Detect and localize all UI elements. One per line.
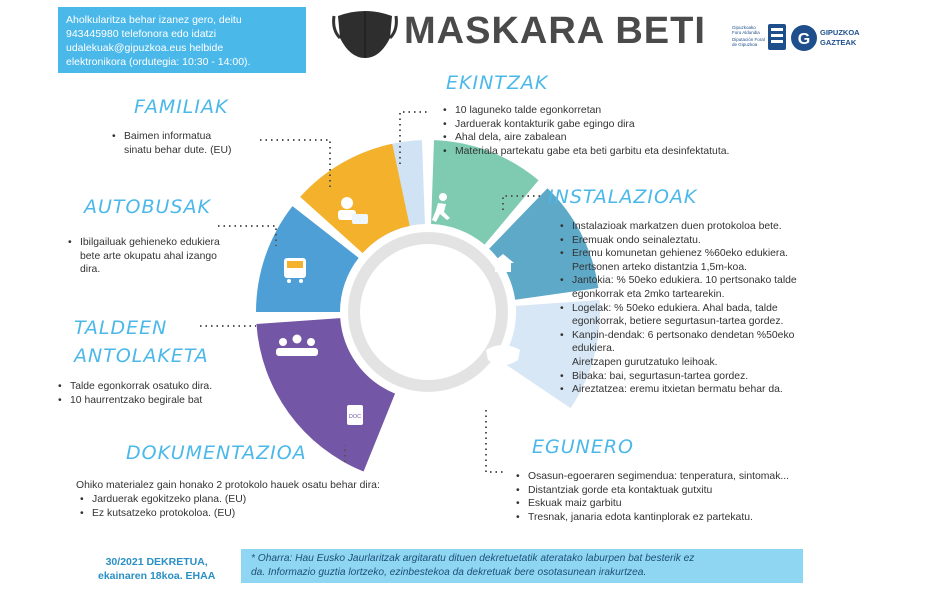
list-item: • Aireztatzea: eremu itxietan bermatu behar da. (558, 383, 797, 397)
list-item: • Tresnak, janaria edota kantinplorak ez partekatu. (514, 511, 789, 525)
contact-line: elektronikora (ordutegia: 10:30 - 14:00). (66, 56, 251, 68)
list-item: bete arte okupatu ahal izango (80, 250, 217, 262)
list-item: • Distantziak gorde eta kontaktuak gutxitu (514, 484, 789, 498)
contact-line: 943445980 telefonora edo idatzi (66, 28, 217, 40)
list-item: • Logelak: % 50eko edukiera. Ahal bada, talde (558, 302, 797, 316)
list-item[interactable]: sinatu behar dute. (EU) (124, 144, 232, 156)
svg-text:GAZTEAK: GAZTEAK (820, 38, 857, 47)
instalazioak-list (558, 220, 797, 397)
list-item: • 10 laguneko talde egonkorretan (441, 104, 729, 118)
list-item: • Talde egonkorrak osatuko dira. (56, 380, 212, 394)
page-title: MASKARA BETI (404, 10, 706, 52)
list-item: • Jarduerak kontakturik gabe egingo dira (441, 118, 729, 132)
list-item: • Ahal dela, aire zabalean (441, 131, 729, 145)
egunero-list (514, 470, 789, 524)
familiak-list (110, 130, 231, 157)
list-item: • Bibaka: bai, segurtasun-tartea gordez. (558, 370, 797, 384)
section-title-ekintzak: EKINTZAK (446, 72, 549, 94)
list-item: dira. (80, 264, 101, 276)
note-box (241, 549, 803, 583)
decree-line: 30/2021 DEKRETUA, (105, 556, 208, 568)
contact-line: Aholkularitza behar izanez gero, deitu (66, 14, 242, 26)
svg-text:Gipuzkoako: Gipuzkoako (732, 25, 756, 30)
list-item: • Kanpin-dendak: 6 pertsonako dendetan %50eko (558, 329, 797, 343)
wheel-center-ring (354, 238, 502, 386)
svg-text:de Gipuzkoa: de Gipuzkoa (732, 42, 758, 47)
note-line: da. Informazio guztia lortzeko, ezinbestekoa da dekretuak bere osotasunean irakurtzea. (251, 567, 647, 578)
list-item: Airetzapen gurutzatuko leihoak. (572, 356, 718, 368)
section-title-familiak: FAMILIAK (134, 96, 229, 118)
title-line: TALDEEN (74, 317, 168, 339)
list-item[interactable]: • Jarduerak egokitzeko plana. (EU) (78, 493, 246, 507)
list-item: egonkorrak eta 2mko tartearekin. (572, 288, 725, 300)
svg-text:G: G (797, 31, 811, 48)
section-title-egunero: EGUNERO (532, 436, 635, 458)
list-item: • Eremu komunetan gehienez %60eko edukiera. (558, 247, 797, 261)
list-item: • Osasun-egoeraren segimendua: tenperatura, sintomak... (514, 470, 789, 484)
taldeen-list (56, 380, 212, 407)
contact-line: udalekuak@gipuzkoa.eus helbide (66, 42, 224, 54)
list-item[interactable]: • Baimen informatua (110, 130, 231, 144)
section-title-dokumentazioa: DOKUMENTAZIOA (126, 442, 307, 464)
list-item: • Ibilgailuak gehieneko edukiera (66, 236, 220, 250)
svg-text:DOC: DOC (348, 414, 362, 420)
decree-reference (98, 555, 215, 583)
section-title-instalazioak: INSTALAZIOAK (548, 186, 698, 208)
decree-line: ekainaren 18koa. EHAA (98, 570, 216, 582)
dokumentazioa-intro: Ohiko materialez gain honako 2 protokolo hauek osatu behar dira: (76, 480, 380, 491)
list-item: Pertsonen arteko distantzia 1,5m-koa. (572, 261, 748, 273)
list-item[interactable]: • Ez kutsatzeko protokoloa. (EU) (78, 507, 246, 521)
dokumentazioa-list (78, 493, 246, 520)
list-item: • Instalazioak markatzen duen protokoloa bete. (558, 220, 797, 234)
section-title-autobusak: AUTOBUSAK (84, 196, 211, 218)
list-item: • 10 haurrentzako begirale bat (56, 394, 212, 408)
list-item: • Eskuak maiz garbitu (514, 497, 789, 511)
list-item: • Eremuak ondo seinaleztatu. (558, 234, 797, 248)
list-item: • Jantokia: % 50eko edukiera. 10 pertsonako talde (558, 274, 797, 288)
svg-text:Diputación Foral: Diputación Foral (732, 37, 765, 42)
list-item: egonkorrak, betiere segurtasun-tartea gordez. (572, 316, 784, 328)
document-icon (347, 405, 363, 425)
list-item: • Materiala partekatu gabe eta beti garbitu eta desinfektatuta. (441, 145, 729, 159)
ekintzak-list (441, 104, 729, 158)
autobusak-list (66, 236, 220, 277)
svg-text:Foru Aldundia: Foru Aldundia (732, 30, 760, 35)
svg-text:GIPUZKOA: GIPUZKOA (820, 28, 860, 37)
section-title-taldeen (74, 314, 209, 370)
title-line: ANTOLAKETA (74, 345, 209, 367)
list-item: edukiera. (572, 343, 615, 355)
note-line: * Oharra: Hau Eusko Jaurlaritzak argitaratu dituen dekretuetatik ateratako laburpen bat besterik ez (251, 553, 695, 564)
